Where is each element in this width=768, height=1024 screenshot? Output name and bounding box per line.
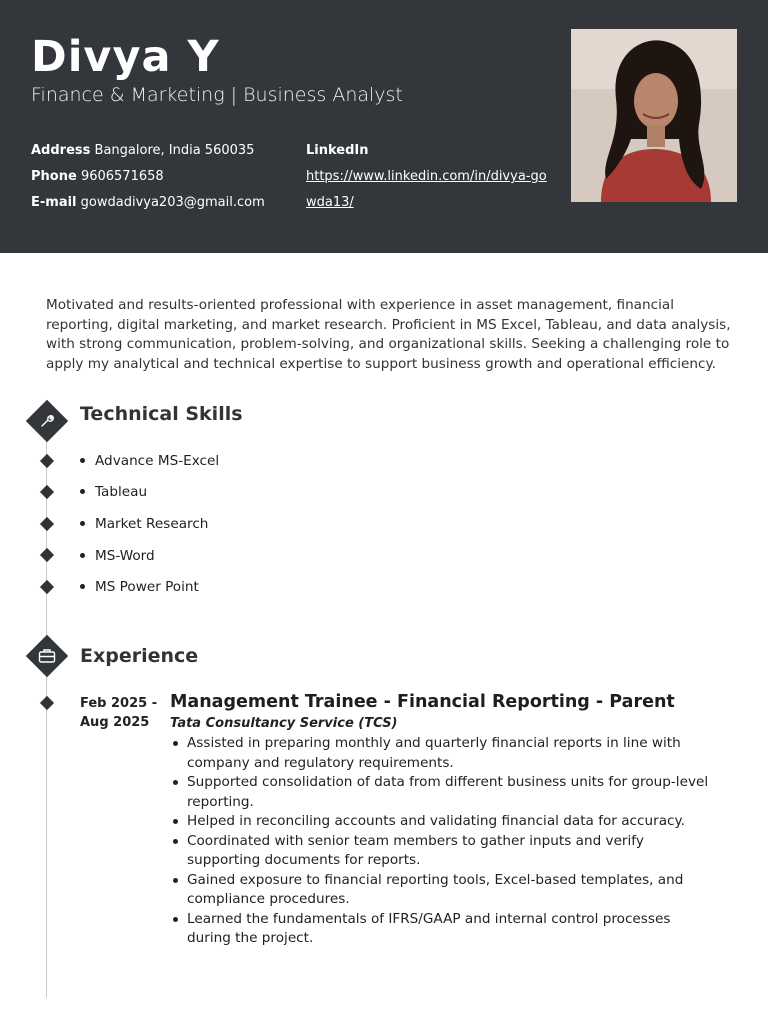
skill-label: Market Research xyxy=(95,516,209,532)
job-date-start: Feb 2025 - xyxy=(80,696,158,711)
address-value: Bangalore, India 560035 xyxy=(94,143,255,158)
briefcase-icon-svg xyxy=(38,648,56,664)
skill-item xyxy=(80,548,155,564)
professional-summary: Motivated and results-oriented professional with experience in asset management, financial reporting, digital marketing, and market research. Proficient in MS Excel, Tableau, and data analysis, with strong communication, problem-solving, and organizational skills. Seeking a challenging role to apply my analytical and technical expertise to support business growth and operational efficiency. xyxy=(46,297,731,372)
job-responsibilities xyxy=(170,734,710,949)
timeline-dot xyxy=(40,580,54,594)
email-label: E-mail xyxy=(31,195,77,210)
address-label: Address xyxy=(31,143,91,158)
job-company: Tata Consultancy Service (TCS) xyxy=(170,716,398,731)
skill-label: MS Power Point xyxy=(95,579,199,595)
job-dates xyxy=(80,694,157,732)
skills-heading: Technical Skills xyxy=(80,403,243,425)
profile-photo xyxy=(571,29,737,202)
candidate-name: Divya Y xyxy=(31,32,220,82)
responsibility-item: Supported consolidation of data from different business units for group-level reporting. xyxy=(170,773,710,812)
candidate-title: Finance & Marketing | Business Analyst xyxy=(31,84,403,106)
timeline-dot xyxy=(40,548,54,562)
job-date-end: Aug 2025 xyxy=(80,715,150,730)
contact-address xyxy=(31,138,265,164)
job-title: Management Trainee - Financial Reporting - Parent xyxy=(170,692,675,712)
timeline-dot xyxy=(40,517,54,531)
skill-item xyxy=(80,484,147,500)
linkedin-label: LinkedIn xyxy=(306,143,369,158)
skill-label: Tableau xyxy=(95,484,148,500)
timeline-dot xyxy=(40,485,54,499)
email-value: gowdadivya203@gmail.com xyxy=(80,195,265,210)
tools-icon-svg xyxy=(39,413,55,429)
tools-icon xyxy=(32,406,62,436)
resume-header xyxy=(0,0,768,253)
skill-item xyxy=(80,579,199,595)
responsibility-item: Gained exposure to financial reporting tools, Excel-based templates, and compliance procedures. xyxy=(170,871,710,910)
timeline-dot xyxy=(40,454,54,468)
responsibility-item: Assisted in preparing monthly and quarterly financial reports in line with company and regulatory requirements. xyxy=(170,734,710,773)
responsibility-item: Helped in reconciling accounts and validating financial data for accuracy. xyxy=(170,812,710,832)
briefcase-icon xyxy=(32,641,62,671)
skill-item xyxy=(80,516,208,532)
experience-heading: Experience xyxy=(80,645,199,667)
contact-phone xyxy=(31,164,265,190)
responsibility-item: Learned the fundamentals of IFRS/GAAP and internal control processes during the project. xyxy=(170,910,710,949)
phone-value: 9606571658 xyxy=(80,169,164,184)
responsibility-item: Coordinated with senior team members to gather inputs and verify supporting documents for reports. xyxy=(170,832,710,871)
phone-label: Phone xyxy=(31,169,77,184)
linkedin-block xyxy=(306,138,556,216)
contact-details xyxy=(31,138,265,216)
profile-photo-illustration xyxy=(571,29,737,202)
contact-email xyxy=(31,190,265,216)
skill-label: Advance MS-Excel xyxy=(95,453,220,469)
timeline-dot xyxy=(40,696,54,710)
skill-item xyxy=(80,453,219,469)
skill-label: MS-Word xyxy=(95,548,155,564)
linkedin-link[interactable]: https://www.linkedin.com/in/divya-gowda13/ xyxy=(306,169,547,210)
